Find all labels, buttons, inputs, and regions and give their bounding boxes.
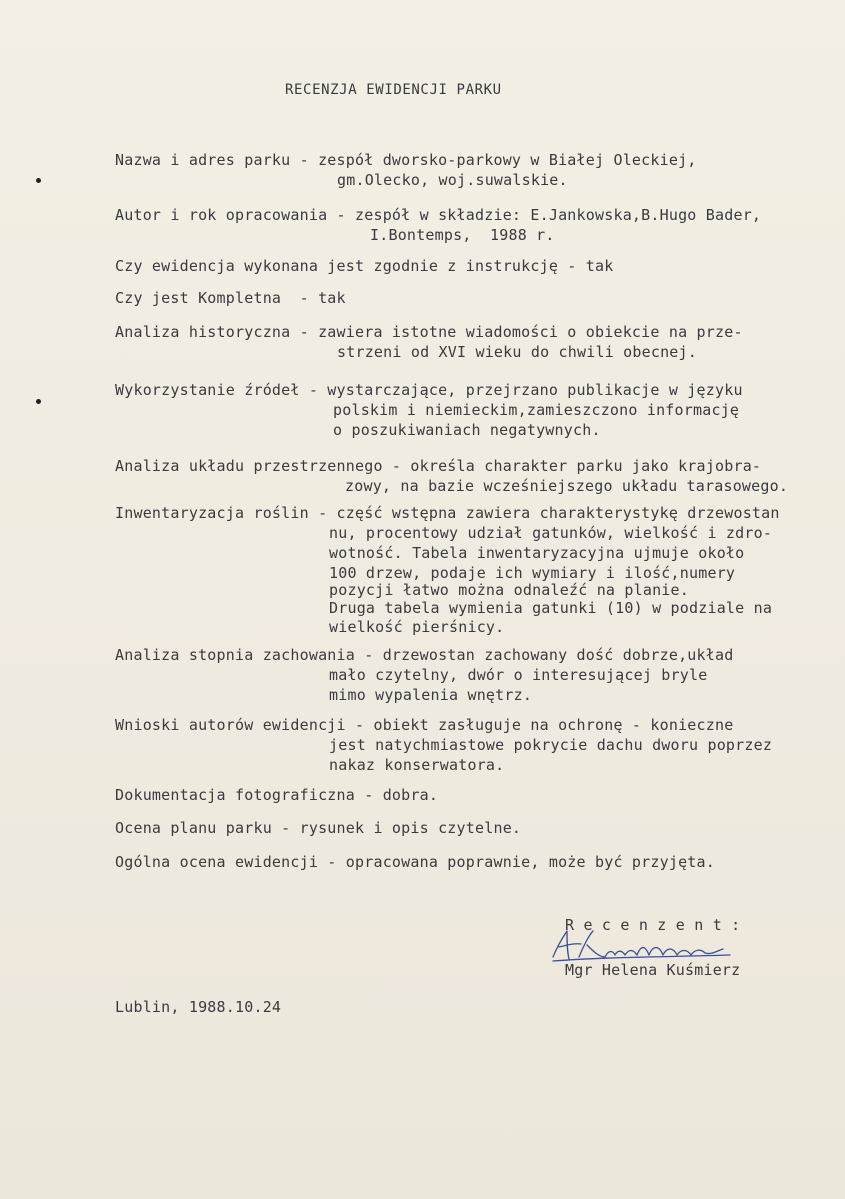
line-overall-evaluation: Ogólna ocena ewidencji - opracowana poprawnie, może być przyjęta.: [115, 853, 715, 871]
signature-text: HKuśmierz: [545, 927, 551, 928]
line-author-cont: I.Bontemps, 1988 r.: [370, 226, 555, 244]
line-park-address: gm.Olecko, woj.suwalskie.: [337, 171, 568, 189]
line-park-name: Nazwa i adres parku - zespół dworsko-parkowy w Białej Oleckiej,: [115, 151, 697, 169]
punch-hole-mark-bottom: [36, 399, 41, 404]
line-preservation-analysis-cont-2: mimo wypalenia wnętrz.: [329, 686, 533, 704]
document-title: RECENZJA EWIDENCJI PARKU: [285, 82, 502, 98]
line-conclusions-cont-2: nakaz konserwatora.: [329, 756, 505, 774]
line-historical-analysis: Analiza historyczna - zawiera istotne wiadomości o obiekcie na prze-: [115, 323, 743, 341]
reviewer-name: Mgr Helena Kuśmierz: [565, 961, 741, 979]
reviewer-label: R e c e n z e n t :: [565, 916, 741, 934]
line-sources: Wykorzystanie źródeł - wystarczające, przejrzano publikacje w języku: [115, 381, 743, 399]
line-plant-inventory-cont-3: 100 drzew, podaje ich wymiary i ilość,numery: [329, 564, 736, 582]
line-conclusions: Wnioski autorów ewidencji - obiekt zasługuje na ochronę - konieczne: [115, 716, 734, 734]
line-plant-inventory-cont-5: Druga tabela wymienia gatunki (10) w podziale na: [329, 599, 773, 617]
line-plant-inventory-cont-4: pozycji łatwo można odnaleźć na planie.: [329, 581, 689, 599]
line-preservation-analysis-cont-1: mało czytelny, dwór o interesującej bryle: [329, 666, 708, 684]
reviewer-signature: [545, 927, 745, 963]
line-historical-analysis-cont: strzeni od XVI wieku do chwili obecnej.: [337, 343, 697, 361]
line-plant-inventory: Inwentaryzacja roślin - część wstępna zawiera charakterystykę drzewostan: [115, 504, 780, 522]
line-plant-inventory-cont-1: nu, procentowy udział gatunków, wielkość i zdro-: [329, 524, 773, 542]
line-instruction-compliance: Czy ewidencja wykonana jest zgodnie z instrukcję - tak: [115, 257, 614, 275]
line-sources-cont-2: o poszukiwaniach negatywnych.: [333, 421, 601, 439]
line-conclusions-cont-1: jest natychmiastowe pokrycie dachu dworu poprzez: [329, 736, 773, 754]
place-and-date: Lublin, 1988.10.24: [115, 998, 282, 1016]
line-completeness: Czy jest Kompletna - tak: [115, 289, 346, 307]
line-spatial-analysis-cont: zowy, na bazie wcześniejszego układu tarasowego.: [345, 477, 789, 495]
line-plant-inventory-cont-6: wielkość pierśnicy.: [329, 618, 505, 636]
line-sources-cont-1: polskim i niemieckim,zamieszczono informację: [333, 401, 740, 419]
line-spatial-analysis: Analiza układu przestrzennego - określa charakter parku jako krajobra-: [115, 457, 762, 475]
line-plan-evaluation: Ocena planu parku - rysunek i opis czytelne.: [115, 819, 522, 837]
line-preservation-analysis: Analiza stopnia zachowania - drzewostan zachowany dość dobrze,układ: [115, 646, 734, 664]
punch-hole-mark-top: [36, 178, 41, 183]
line-plant-inventory-cont-2: wotność. Tabela inwentaryzacyjna ujmuje około: [329, 544, 745, 562]
line-author: Autor i rok opracowania - zespół w składzie: E.Jankowska,B.Hugo Bader,: [115, 206, 762, 224]
line-photo-documentation: Dokumentacja fotograficzna - dobra.: [115, 786, 439, 804]
